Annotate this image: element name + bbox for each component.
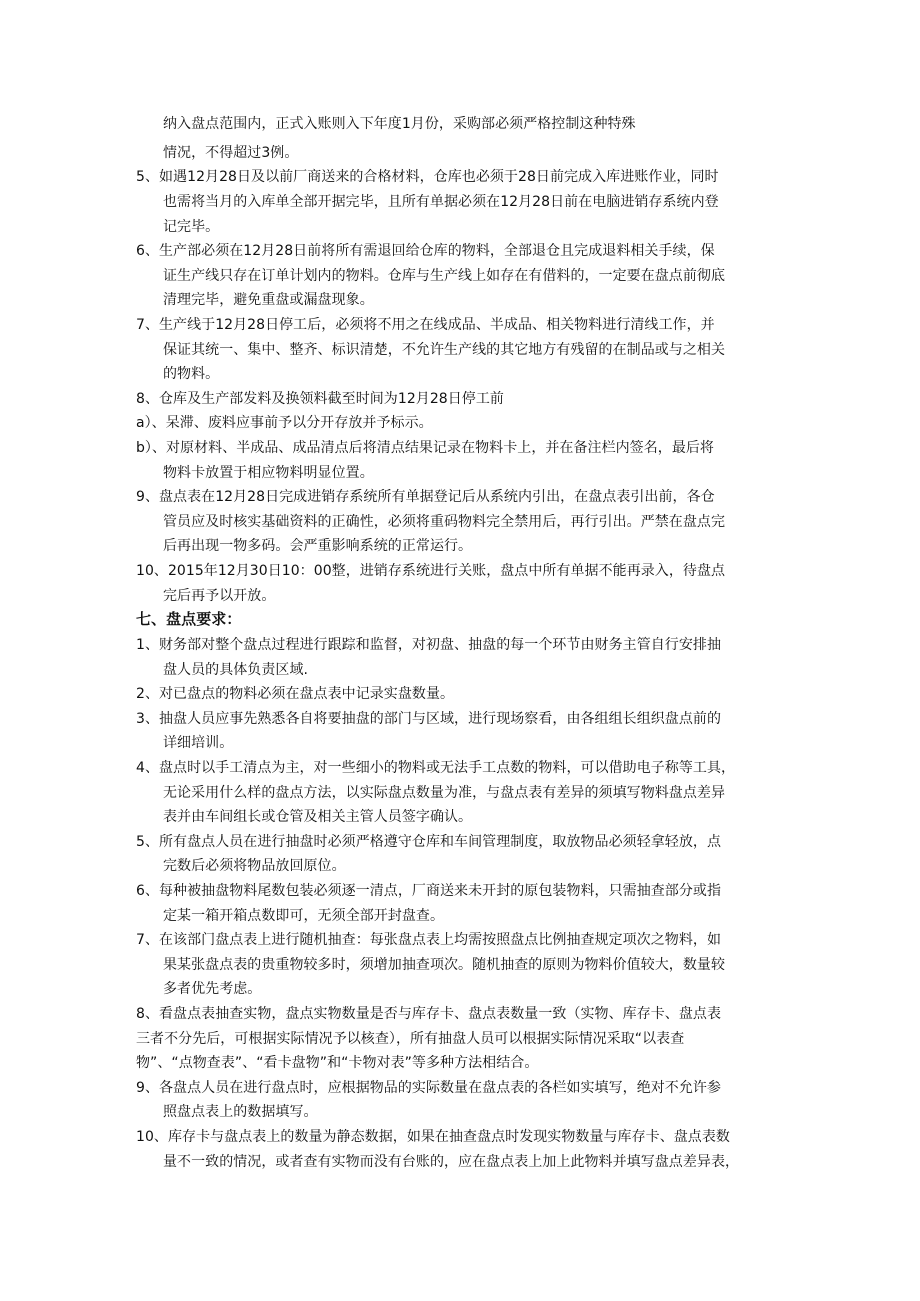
text-line: 照盘点表上的数据填写。 bbox=[163, 1104, 318, 1120]
text-line: 情况，不得超过3例。 bbox=[163, 145, 299, 161]
text-line: 完数后必须将物品放回原位。 bbox=[163, 858, 346, 874]
text-line: 9、盘点表在12月28日完成进销存系统所有单据登记后从系统内引出，在盘点表引出前，各仓 bbox=[136, 489, 715, 505]
text-line: 10、2015年12月30日10：00整，进销存系统进行关账，盘点中所有单据不能再录入，待盘点 bbox=[136, 563, 726, 579]
text-line: 物料卡放置于相应物料明显位置。 bbox=[163, 465, 374, 481]
text-line: 量不一致的情况，或者查有实物而没有台账的，应在盘点表上加上此物料并填写盘点差异表， bbox=[163, 1154, 740, 1170]
text-line: 后再出现一物多码。会严重影响系统的正常运行。 bbox=[163, 538, 473, 554]
text-line: 10、库存卡与盘点表上的数量为静态数据，如果在抽查盘点时发现实物数量与库存卡、盘点表数 bbox=[136, 1129, 730, 1145]
text-line: 盘人员的具体负责区域. bbox=[163, 662, 308, 678]
text-line: 管员应及时核实基础资料的正确性，必须将重码物料完全禁用后，再行引出。严禁在盘点完 bbox=[163, 514, 725, 530]
section-heading: 七、盘点要求： bbox=[136, 610, 242, 628]
text-line: a）、呆滞、废料应事前予以分开存放并予标示。 bbox=[136, 415, 433, 431]
text-line: 多者优先考虑。 bbox=[163, 981, 262, 997]
text-line: 5、所有盘点人员在进行抽盘时必须严格遵守仓库和车间管理制度，取放物品必须轻拿轻放，点 bbox=[136, 834, 722, 850]
text-line: 6、生产部必须在12月28日前将所有需退回给仓库的物料，全部退仓且完成退料相关手续，保 bbox=[136, 243, 715, 259]
text-line: b）、对原材料、半成品、成品清点后将清点结果记录在物料卡上，并在备注栏内签名，最后将 bbox=[136, 440, 714, 456]
text-line: 3、抽盘人员应事先熟悉各自将要抽盘的部门与区域，进行现场察看，由各组组长组织盘点前的 bbox=[136, 711, 722, 727]
text-line: 的物料。 bbox=[163, 366, 220, 382]
text-line: 纳入盘点范围内，正式入账则入下年度1月份，采购部必须严格控制这种特殊 bbox=[163, 116, 636, 132]
text-line: 9、各盘点人员在进行盘点时，应根据物品的实际数量在盘点表的各栏如实填写，绝对不允许参 bbox=[136, 1080, 722, 1096]
text-line: 5、如遇12月28日及以前厂商送来的合格材料，仓库也必须于28日前完成入库进账作业，同时 bbox=[136, 169, 719, 185]
text-line: 果某张盘点表的贵重物较多时，须增加抽查项次。随机抽查的原则为物料价值较大，数量较 bbox=[163, 957, 725, 973]
text-line: 完后再予以开放。 bbox=[163, 588, 276, 604]
text-line: 7、生产线于12月28日停工后，必须将不用之在线成品、半成品、相关物料进行清线工作，并 bbox=[136, 317, 715, 333]
text-line: 保证其统一、集中、整齐、标识清楚，不允许生产线的其它地方有残留的在制品或与之相关 bbox=[163, 342, 725, 358]
text-line: 记完毕。 bbox=[163, 219, 220, 235]
text-line: 详细培训。 bbox=[163, 735, 234, 751]
text-line: 7、在该部门盘点表上进行随机抽查：每张盘点表上均需按照盘点比例抽查规定项次之物料，如 bbox=[136, 932, 722, 948]
text-line: 清理完毕，避免重盘或漏盘现象。 bbox=[163, 292, 374, 308]
text-line: 物”、“点物查表”、“看卡盘物”和“卡物对表”等多种方法相结合。 bbox=[136, 1055, 539, 1071]
text-line: 也需将当月的入库单全部开据完毕，且所有单据必须在12月28日前在电脑进销存系统内登 bbox=[163, 194, 719, 210]
text-line: 6、每种被抽盘物料尾数包装必须逐一清点，厂商送来未开封的原包装物料，只需抽查部分或指 bbox=[136, 883, 722, 899]
text-line: 表并由车间组长或仓管及相关主管人员签字确认。 bbox=[163, 809, 473, 825]
text-line: 三者不分先后，可根据实际情况予以核查），所有抽盘人员可以根据实际情况采取“以表查 bbox=[136, 1031, 685, 1047]
text-line: 4、盘点时以手工清点为主，对一些细小的物料或无法手工点数的物料，可以借助电子称等工具， bbox=[136, 760, 736, 776]
text-line: 1、财务部对整个盘点过程进行跟踪和监督，对初盘、抽盘的每一个环节由财务主管自行安排抽 bbox=[136, 637, 722, 653]
text-line: 8、仓库及生产部发料及换领料截至时间为12月28日停工前 bbox=[136, 391, 504, 407]
text-line: 2、对已盘点的物料必须在盘点表中记录实盘数量。 bbox=[136, 686, 455, 702]
text-line: 8、看盘点表抽查实物，盘点实物数量是否与库存卡、盘点表数量一致（实物、库存卡、盘点表 bbox=[136, 1006, 722, 1022]
text-line: 无论采用什么样的盘点方法，以实际盘点数量为准，与盘点表有差异的须填写物料盘点差异 bbox=[163, 785, 725, 801]
text-line: 证生产线只存在订单计划内的物料。仓库与生产线上如存在有借料的，一定要在盘点前彻底 bbox=[163, 268, 725, 284]
text-line: 定某一箱开箱点数即可，无须全部开封盘查。 bbox=[163, 908, 444, 924]
